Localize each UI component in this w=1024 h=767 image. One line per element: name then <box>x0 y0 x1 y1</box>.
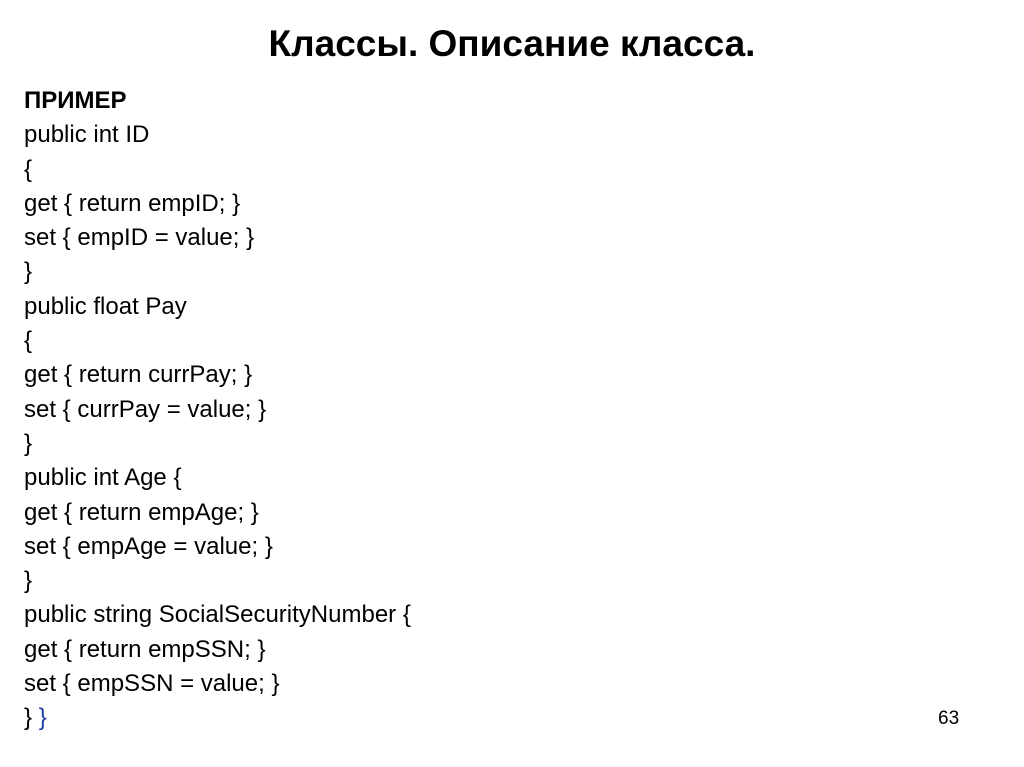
code-line: get { return empSSN; } <box>24 635 266 663</box>
code-line: } <box>24 258 33 286</box>
code-line: { <box>24 155 33 183</box>
closing-braces-line <box>24 701 964 735</box>
code-line: public string SocialSecurityNumber { <box>24 601 411 629</box>
closing-brace: } <box>24 704 33 732</box>
code-line: public int ID <box>24 121 150 149</box>
page-number: 63 <box>938 708 960 729</box>
slide-title: Классы. Описание класса. <box>268 23 756 64</box>
code-line: } <box>24 567 33 595</box>
code-line: get { return empAge; } <box>24 498 259 526</box>
code-line: set { empID = value; } <box>24 224 255 252</box>
code-line: set { currPay = value; } <box>24 395 267 423</box>
code-line: set { empSSN = value; } <box>24 670 280 698</box>
code-line: } <box>24 429 33 457</box>
code-line: set { empAge = value; } <box>24 532 273 560</box>
slide-body <box>24 84 964 736</box>
code-line: { <box>24 327 33 355</box>
example-heading: ПРИМЕР <box>24 87 127 114</box>
code-line: public int Age { <box>24 464 182 492</box>
code-line: public float Pay <box>24 292 187 320</box>
code-line: get { return currPay; } <box>24 361 253 389</box>
closing-brace-accent: } <box>38 704 47 732</box>
code-line: get { return empID; } <box>24 189 241 217</box>
